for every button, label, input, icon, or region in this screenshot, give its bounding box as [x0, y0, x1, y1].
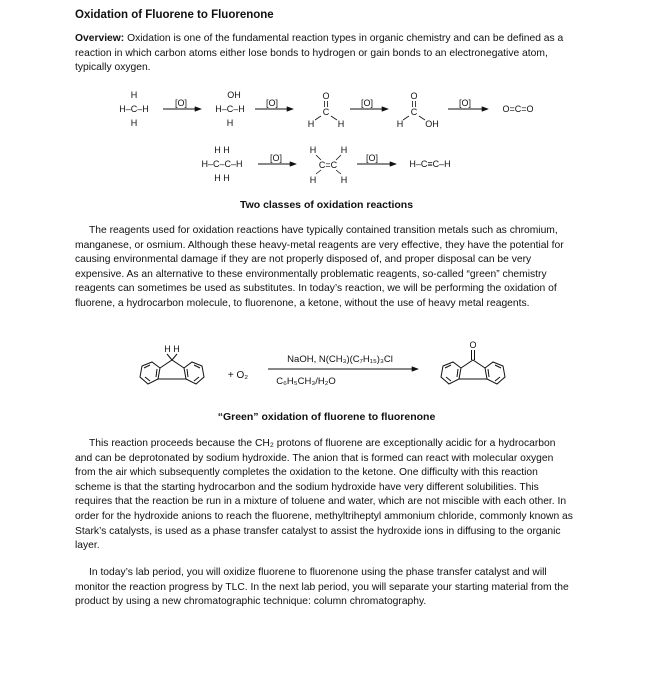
ethene-center: C=C: [318, 160, 338, 170]
reagents-top: NaOH, N(CH₃)(C₇H₁₅)₃Cl: [287, 354, 393, 365]
overview-label: Overview:: [75, 33, 125, 44]
oxidant-label-6: [O]: [365, 153, 379, 163]
formaldehyde-c: C: [322, 107, 330, 117]
formaldehyde-o: O: [322, 91, 330, 101]
methanol-center: H–C–H: [215, 104, 245, 114]
oxidant-label-1: [O]: [174, 98, 188, 108]
ethyne: H–C≡C–H: [409, 159, 451, 169]
methane-structure: [119, 90, 149, 128]
ethane-structure: [201, 145, 242, 183]
ethene-bottom-right-h: H: [340, 175, 348, 185]
mechanism-paragraph: This reaction proceeds because the CH₂ protons of fluorene are exceptionally acidic for a hydrocarbon and can be deprotonated by sodium hydroxide. The anion that is formed can react with molecular oxygen from the air which subsequently completes the oxidation to the ketone. One difficulty with this reaction scheme is that the starting hydrocarbon and the sodium hydroxide have very different solubilities. This requires that the reaction be run in a mixture of toluene and water, which are not miscible with each other. In order for the hydroxide anions to reach the fluorene, methyltriheptyl ammonium chloride, commonly known as Stark’s catalysts, is used as a phase transfer catalyst to assist the hydroxide ions in diffusing to the organic layer.: [75, 438, 573, 552]
overview-paragraph: [75, 32, 575, 76]
formaldehyde-h-left: H: [307, 119, 315, 129]
formaldehyde-structure: [308, 91, 345, 129]
ethene-top-left-h: H: [309, 145, 317, 155]
oxidant-label-3: [O]: [360, 98, 374, 108]
reagents-paragraph: The reagents used for oxidation reactions have typically contained transition metals such as chromium, manganese, or osmium. Although these heavy-metal reagents are very effective, they have the potential for causing environmental damage if they are not properly disposed of, and proper disposal can be very expensive. As an alternative to these environmentally problematic reagents, so-called “green” chemistry reagents can sometimes be used as substitutes. In today’s reaction, we will be performing the oxidation of fluorene, a hydrocarbon molecule, to fluorenone, a ketone, without the use of heavy metal reagents.: [75, 225, 564, 309]
formaldehyde-h-right: H: [337, 119, 345, 129]
overview-text: Oxidation is one of the fundamental reaction types in organic chemistry and can be defined as a reaction in which carbon atoms either lose bonds to hydrogen or gain bonds to an electronegative atom, typically oxygen.: [75, 33, 564, 74]
formic-acid-c: C: [410, 107, 418, 117]
methanol-bottom-h: H: [226, 118, 234, 128]
lab-period-paragraph: In today’s lab period, you will oxidize fluorene to fluorenone using the phase transfer catalyst and will monitor the reaction progress by TLC. In the next lab period, you will separate your starting material from the product by using a new chromatographic technique: column chromatography.: [75, 567, 569, 608]
ethane-center: H–C–C–H: [201, 159, 243, 169]
oxidant-label-4: [O]: [458, 98, 472, 108]
scheme2-caption: “Green” oxidation of fluorene to fluorenone: [217, 411, 436, 423]
ethane-bottom-h: H H: [214, 173, 230, 183]
reagents-bottom: C₆H₅CH₃/H₂O: [276, 376, 336, 387]
oxidant-label-5: [O]: [269, 153, 283, 163]
plus-oxygen: + O₂: [227, 370, 249, 381]
formic-acid-oh: OH: [425, 119, 439, 129]
ethene-top-right-h: H: [340, 145, 348, 155]
methane-top-h: H: [130, 90, 138, 100]
methanol-oh: OH: [227, 90, 241, 100]
fluorene-structure: [140, 354, 204, 384]
formic-acid-h: H: [396, 119, 404, 129]
formic-acid-structure: [397, 91, 439, 129]
ethane-top-h: H H: [214, 145, 230, 155]
fluorenone-o: O: [469, 340, 477, 350]
page-title: Oxidation of Fluorene to Fluorenone: [75, 9, 274, 21]
fluorene-reaction-scheme: [0, 338, 653, 408]
oxidant-label-2: [O]: [265, 98, 279, 108]
methane-center: H–C–H: [119, 104, 149, 114]
fluorene-h-labels: H H: [164, 344, 180, 354]
fluorenone-structure: [441, 350, 505, 384]
oxidation-scheme: [0, 85, 653, 195]
scheme1-caption: Two classes of oxidation reactions: [239, 199, 414, 211]
ethene-bottom-left-h: H: [309, 175, 317, 185]
formic-acid-o: O: [410, 91, 418, 101]
carbon-dioxide: O=C=O: [502, 104, 534, 114]
methanol-structure: [215, 90, 245, 128]
ethene-structure: [310, 145, 348, 185]
methane-bottom-h: H: [130, 118, 138, 128]
